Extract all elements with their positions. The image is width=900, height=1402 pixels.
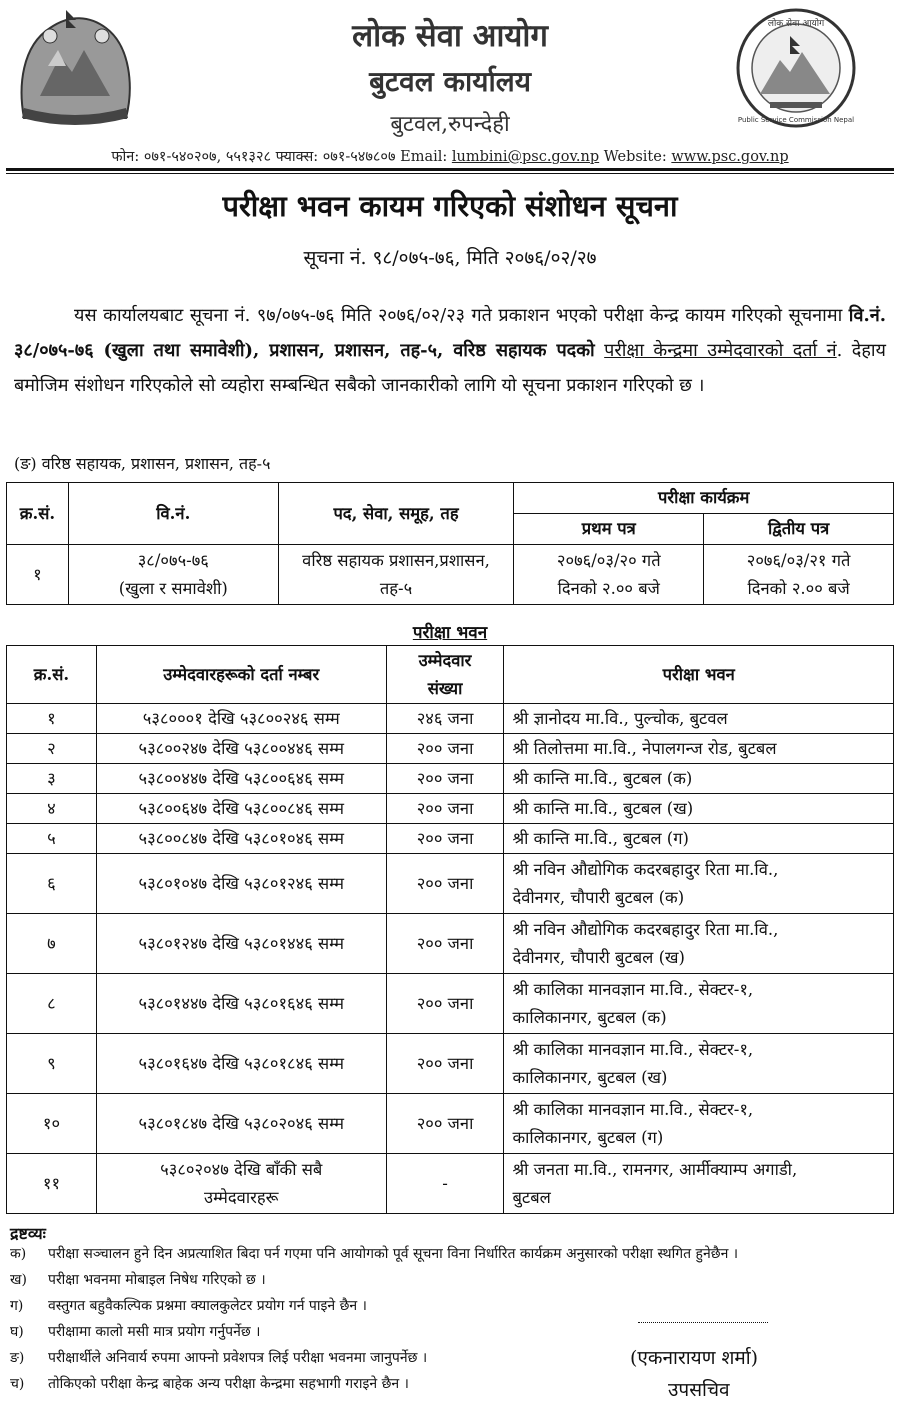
cell-sn: २	[7, 734, 97, 764]
hall-line-1: श्री कालिका मानवज्ञान मा.वि., सेक्टर-१,	[512, 1099, 754, 1119]
note-item	[10, 1322, 260, 1341]
note-key: घ)	[10, 1324, 24, 1340]
cell-sn: ४	[7, 794, 97, 824]
cell-count: २०० जना	[386, 734, 504, 764]
hall-line-1: श्री ज्ञानोदय मा.वि., पुल्चोक, बुटवल	[512, 708, 728, 728]
note-item	[10, 1348, 427, 1367]
cell-count: -	[386, 1154, 504, 1214]
office-branch: बुटवल कार्यालय	[369, 65, 531, 98]
post-line-2: तह-५	[379, 578, 413, 598]
reg-range-line-1: ५३८००४४७ देखि ५३८००६४६ सम्म	[138, 768, 344, 788]
signatory-designation: उपसचिव	[668, 1379, 730, 1401]
hall-line-1: श्री तिलोत्तमा मा.वि., नेपालगन्ज रोड, बुटबल	[512, 738, 777, 758]
hall-col-header-reg-no: उम्मेदवारहरूको दर्ता नम्बर	[96, 646, 386, 704]
count-header-line-2: संख्या	[427, 678, 463, 698]
office-title: लोक सेवा आयोग	[352, 18, 548, 54]
reg-range-line-1: ५३८०१४४७ देखि ५३८०१६४६ सम्म	[138, 993, 344, 1013]
hall-line-2: कालिकानगर, बुटबल (ख)	[512, 1067, 668, 1087]
note-key: च)	[10, 1376, 25, 1392]
cell-count: २०० जना	[386, 1094, 504, 1154]
note-text: तोकिएको परीक्षा केन्द्र बाहेक अन्य परीक्षा केन्द्रमा सहभागी गराइने छैन ।	[48, 1376, 409, 1392]
cell-reg-range	[96, 974, 386, 1034]
header-rule-thick	[6, 168, 894, 171]
col-header-program: परीक्षा कार्यक्रम	[514, 483, 894, 514]
reg-range-line-1: ५३८००२४७ देखि ५३८००४४६ सम्म	[138, 738, 344, 758]
cell-sn: ११	[7, 1154, 97, 1214]
cell-adv-no	[68, 545, 278, 605]
col-header-paper1: प्रथम पत्र	[514, 514, 704, 545]
table-row	[7, 794, 894, 824]
table-row	[7, 704, 894, 734]
table-row	[7, 974, 894, 1034]
table-row	[7, 545, 894, 605]
hall-col-header-hall: परीक्षा भवन	[504, 646, 894, 704]
paper2-line-2: दिनको २.०० बजे	[747, 578, 850, 598]
cell-reg-range	[96, 1154, 386, 1214]
paper1-line-1: २०७६/०३/२० गते	[556, 550, 661, 570]
cell-sn: ५	[7, 824, 97, 854]
hall-col-header-count	[386, 646, 504, 704]
cell-count: २०० जना	[386, 824, 504, 854]
cell-hall	[504, 704, 894, 734]
hall-line-1: श्री जनता मा.वि., रामनगर, आर्मीक्याम्प अगाडी,	[512, 1159, 798, 1179]
table-row	[7, 854, 894, 914]
cell-reg-range	[96, 824, 386, 854]
col-header-post: पद, सेवा, समूह, तह	[278, 483, 514, 545]
note-item	[10, 1296, 367, 1315]
exam-hall-table	[6, 645, 894, 1214]
note-text: परीक्षा सञ्चालन हुने दिन अप्रत्याशित बिदा पर्न गएमा पनि आयोगको पूर्व सूचना विना निर्धारित कार्यक्रम अनुसारको परीक्षा स्थगित हुनेछैन ।	[48, 1246, 739, 1262]
note-text: परीक्षा भवनमा मोबाइल निषेध गरिएको छ ।	[48, 1272, 266, 1288]
reg-range-line-1: ५३८०१०४७ देखि ५३८०१२४६ सम्म	[138, 873, 344, 893]
hall-line-1: श्री कालिका मानवज्ञान मा.वि., सेक्टर-१,	[512, 1039, 754, 1059]
paper2-line-1: २०७६/०३/२१ गते	[746, 550, 851, 570]
table-row	[7, 734, 894, 764]
table-row	[7, 914, 894, 974]
cell-count: २४६ जना	[386, 704, 504, 734]
cell-reg-range	[96, 734, 386, 764]
reg-range-line-1: ५३८०१२४७ देखि ५३८०१४४६ सम्म	[138, 933, 344, 953]
cell-sn: १०	[7, 1094, 97, 1154]
hall-line-1: श्री नविन औद्योगिक कदरबहादुर रिता मा.वि.,	[512, 859, 779, 879]
cell-count: २०० जना	[386, 794, 504, 824]
hall-line-1: श्री कालिका मानवज्ञान मा.वि., सेक्टर-१,	[512, 979, 754, 999]
cell-reg-range	[96, 1034, 386, 1094]
body-underlined-text: परीक्षा केन्द्रमा उम्मेदवारको दर्ता नं	[604, 340, 837, 361]
cell-count: २०० जना	[386, 1034, 504, 1094]
contact-phone-fax: फोन: ०७१-५४०२०७, ५५१३२८ फ्याक्स: ०७१-५४७८०७ Email:	[111, 149, 452, 165]
office-location: बुटवल,रुपन्देही	[390, 112, 510, 137]
cell-sn: १	[7, 704, 97, 734]
website-link[interactable]: www.psc.gov.np	[671, 149, 789, 165]
cell-reg-range	[96, 854, 386, 914]
table-row	[7, 1154, 894, 1214]
cell-count: २०० जना	[386, 974, 504, 1034]
note-text: वस्तुगत बहुवैकल्पिक प्रश्नमा क्यालकुलेटर प्रयोग गर्न पाइने छैन ।	[48, 1298, 367, 1314]
note-key: ङ)	[10, 1350, 25, 1366]
body-text-1: यस कार्यालयबाट सूचना नं. ९७/०७५-७६ मिति २०७६/०२/२३ गते प्रकाशन भएको परीक्षा केन्द्र कायम गरिएको सूचनामा	[74, 305, 849, 326]
cell-hall	[504, 1034, 894, 1094]
cell-hall	[504, 824, 894, 854]
reg-range-line-1: ५३८०२०४७ देखि बाँकी सबै	[160, 1159, 323, 1179]
notice-number: सूचना नं. ९८/०७५-७६, मिति २०७६/०२/२७	[303, 247, 597, 269]
cell-sn: ३	[7, 764, 97, 794]
signatory-name: (एकनारायण शर्मा)	[630, 1347, 759, 1369]
cell-hall	[504, 1094, 894, 1154]
note-text: परीक्षामा कालो मसी मात्र प्रयोग गर्नुपर्नेछ ।	[48, 1324, 261, 1340]
notice-body	[14, 298, 886, 403]
cell-paper2	[704, 545, 894, 605]
post-line-1: वरिष्ठ सहायक प्रशासन,प्रशासन,	[302, 550, 490, 570]
cell-sn: ६	[7, 854, 97, 914]
cell-post	[278, 545, 514, 605]
cell-sn: ७	[7, 914, 97, 974]
note-item	[10, 1244, 738, 1263]
col-header-paper2: द्वितीय पत्र	[704, 514, 894, 545]
adv-no-line-1: ३८/०७५-७६	[137, 550, 209, 570]
cell-hall	[504, 734, 894, 764]
count-header-line-1: उम्मेदवार	[418, 650, 472, 670]
reg-range-line-1: ५३८००८४७ देखि ५३८०१०४६ सम्म	[138, 828, 344, 848]
hall-line-1: श्री नविन औद्योगिक कदरबहादुर रिता मा.वि.,	[512, 919, 779, 939]
cell-sn: १	[7, 545, 69, 605]
cell-hall	[504, 1154, 894, 1214]
header-rule-thin	[6, 173, 894, 174]
notice-title: परीक्षा भवन कायम गरिएको संशोधन सूचना	[222, 189, 678, 223]
cell-reg-range	[96, 914, 386, 974]
table-row	[7, 1034, 894, 1094]
cell-reg-range	[96, 764, 386, 794]
hall-col-header-sn: क्र.सं.	[7, 646, 97, 704]
paper1-line-2: दिनको २.०० बजे	[557, 578, 660, 598]
adv-no-line-2: (खुला र समावेशी)	[118, 578, 228, 598]
section-label: (ङ) वरिष्ठ सहायक, प्रशासन, प्रशासन, तह-५	[14, 454, 271, 473]
cell-hall	[504, 854, 894, 914]
table-row	[7, 824, 894, 854]
notes-title: द्रष्टव्यः	[10, 1224, 46, 1243]
cell-reg-range	[96, 704, 386, 734]
website-label: Website:	[599, 149, 672, 165]
note-item	[10, 1270, 266, 1289]
cell-count: २०० जना	[386, 854, 504, 914]
cell-sn: ८	[7, 974, 97, 1034]
hall-table-caption: परीक्षा भवन	[412, 623, 488, 643]
reg-range-line-1: ५३८००६४७ देखि ५३८००८४६ सम्म	[138, 798, 344, 818]
body-space	[595, 340, 604, 361]
seal-np-text: लोक सेवा आयोग	[767, 19, 825, 29]
note-key: ख)	[10, 1272, 27, 1288]
table-row	[7, 1094, 894, 1154]
reg-range-line-1: ५३८०००१ देखि ५३८००२४६ सम्म	[142, 708, 340, 728]
hall-line-1: श्री कान्ति मा.वि., बुटबल (क)	[512, 768, 693, 788]
cell-hall	[504, 974, 894, 1034]
table-row	[7, 764, 894, 794]
cell-hall	[504, 914, 894, 974]
col-header-adv-no: वि.नं.	[68, 483, 278, 545]
reg-range-line-1: ५३८०१८४७ देखि ५३८०२०४६ सम्म	[138, 1113, 344, 1133]
col-header-sn: क्र.सं.	[7, 483, 69, 545]
exam-schedule-table	[6, 482, 894, 605]
cell-reg-range	[96, 794, 386, 824]
contact-line	[0, 146, 900, 166]
cell-sn: ९	[7, 1034, 97, 1094]
cell-reg-range	[96, 1094, 386, 1154]
note-text: परीक्षार्थीले अनिवार्य रुपमा आफ्नो प्रवेशपत्र लिई परीक्षा भवनमा जानुपर्नेछ ।	[48, 1350, 428, 1366]
email-link[interactable]: lumbini@psc.gov.np	[451, 149, 600, 165]
seal-en-text: Public Service Commission Nepal	[737, 116, 855, 124]
body-text-2: . देहाय बमोजिम संशोधन गरिएकोले सो व्यहोरा सम्बन्धित सबैको जानकारीको लागि यो सूचना प्रकाशन गरिएको छ ।	[14, 340, 886, 396]
hall-line-1: श्री कान्ति मा.वि., बुटबल (ख)	[512, 798, 694, 818]
note-key: ग)	[10, 1298, 24, 1314]
cell-count: २०० जना	[386, 764, 504, 794]
hall-line-1: श्री कान्ति मा.वि., बुटबल (ग)	[512, 828, 689, 848]
signature-line	[638, 1322, 768, 1323]
reg-range-line-1: ५३८०१६४७ देखि ५३८०१८४६ सम्म	[138, 1053, 344, 1073]
reg-range-line-2: उम्मेदवारहरू	[204, 1187, 279, 1207]
cell-paper1	[514, 545, 704, 605]
hall-line-2: कालिकानगर, बुटबल (ग)	[512, 1127, 664, 1147]
cell-hall	[504, 794, 894, 824]
cell-count: २०० जना	[386, 914, 504, 974]
cell-hall	[504, 764, 894, 794]
hall-line-2: बुटबल	[512, 1187, 551, 1207]
hall-line-2: कालिकानगर, बुटबल (क)	[512, 1007, 667, 1027]
hall-line-2: देवीनगर, चौपारी बुटबल (ख)	[512, 947, 685, 967]
body-bold-text: वि.नं. ३८/०७५-७६ (खुला तथा समावेशी), प्रशासन, प्रशासन, तह-५, वरिष्ठ सहायक पदको	[14, 305, 886, 361]
note-item	[10, 1374, 409, 1393]
note-key: क)	[10, 1246, 27, 1262]
hall-line-2: देवीनगर, चौपारी बुटबल (क)	[512, 887, 685, 907]
